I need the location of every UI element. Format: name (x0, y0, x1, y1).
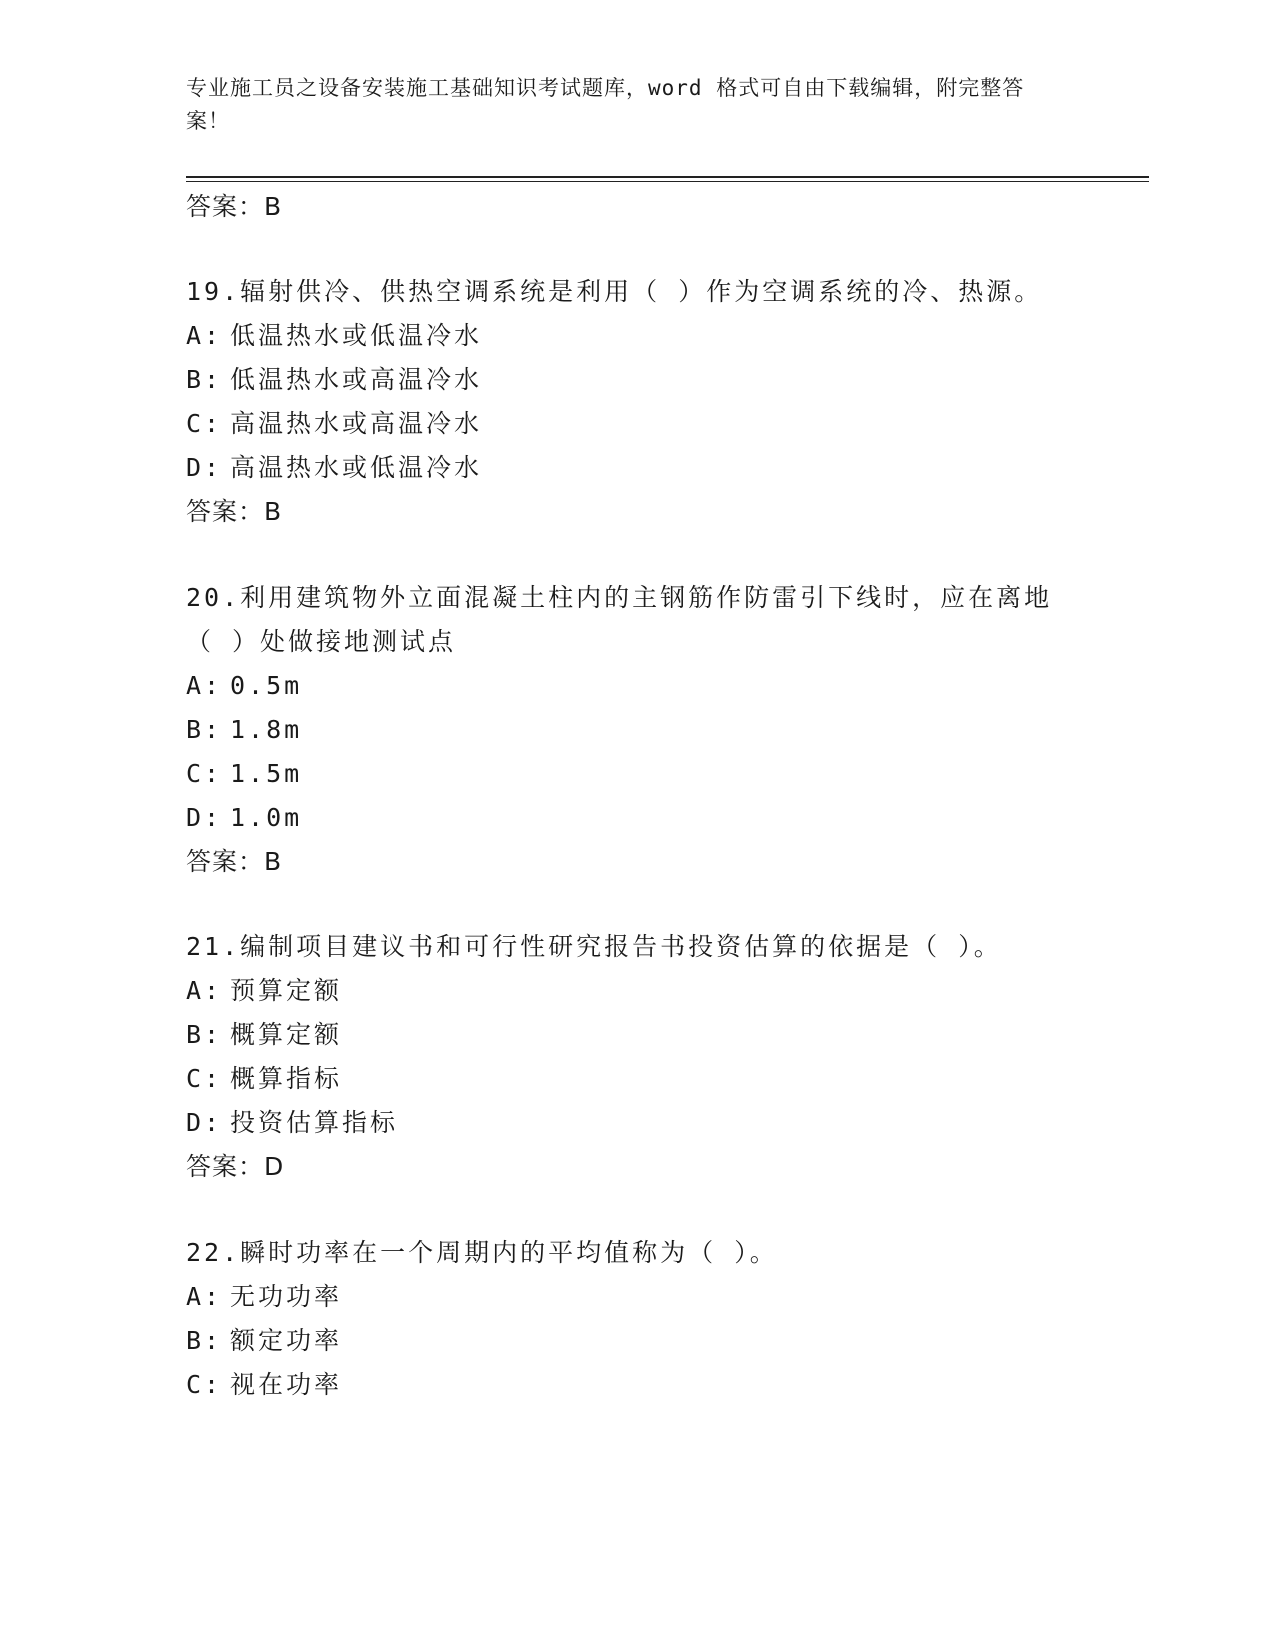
question-22-option-c (186, 1368, 342, 1402)
option-key: C: (186, 1370, 223, 1399)
question-22-option-b (186, 1324, 342, 1358)
option-text: 0.5m (230, 671, 303, 700)
option-text: 1.5m (230, 759, 303, 788)
question-20-option-c (186, 757, 302, 791)
question-22-stem: 22.瞬时功率在一个周期内的平均值称为（ ）。 (186, 1238, 778, 1267)
question-22-option-a (186, 1280, 342, 1314)
option-key: C: (186, 1064, 223, 1093)
question-20-option-a (186, 669, 302, 703)
question-20-answer: 答案：B (186, 847, 283, 876)
question-21-option-b (186, 1018, 342, 1052)
option-key: C: (186, 759, 223, 788)
question-21-stem: 21.编制项目建议书和可行性研究报告书投资估算的依据是（ ）。 (186, 932, 1002, 961)
question-19-option-d (186, 451, 482, 485)
question-19-option-a (186, 319, 482, 353)
option-key: A: (186, 976, 223, 1005)
option-text: 视在功率 (230, 1370, 343, 1399)
option-text: 1.0m (230, 803, 303, 832)
previous-answer: 答案：B (186, 192, 283, 221)
document-header: 专业施工员之设备安装施工基础知识考试题库，word 格式可自由下载编辑，附完整答案！ (186, 76, 1025, 133)
option-key: B: (186, 715, 223, 744)
option-key: B: (186, 1326, 223, 1355)
option-key: C: (186, 409, 223, 438)
option-text: 概算指标 (230, 1064, 343, 1093)
question-19-stem: 19.辐射供冷、供热空调系统是利用（ ）作为空调系统的冷、热源。 (186, 277, 1043, 306)
question-21-option-a (186, 974, 342, 1008)
question-19-answer: 答案：B (186, 497, 283, 526)
option-text: 概算定额 (230, 1020, 343, 1049)
option-key: B: (186, 1020, 223, 1049)
question-19-option-c (186, 407, 482, 441)
option-text: 1.8m (230, 715, 303, 744)
option-text: 高温热水或低温冷水 (230, 453, 483, 482)
question-21-answer: 答案：D (186, 1152, 285, 1181)
header-rule-thin (186, 181, 1149, 182)
option-key: B: (186, 365, 223, 394)
question-20-stem-line-1: 20.利用建筑物外立面混凝土柱内的主钢筋作防雷引下线时，应在离地 (186, 583, 1053, 612)
question-20-option-b (186, 713, 302, 747)
option-text: 投资估算指标 (230, 1108, 399, 1137)
option-key: D: (186, 803, 223, 832)
option-key: A: (186, 671, 223, 700)
option-text: 无功功率 (230, 1282, 343, 1311)
option-key: D: (186, 453, 223, 482)
option-text: 低温热水或高温冷水 (230, 365, 483, 394)
question-21-option-d (186, 1106, 398, 1140)
header-rule-thick (186, 176, 1149, 178)
question-20-option-d (186, 801, 302, 835)
question-19-option-b (186, 363, 482, 397)
option-text: 低温热水或低温冷水 (230, 321, 483, 350)
option-text: 额定功率 (230, 1326, 343, 1355)
option-text: 预算定额 (230, 976, 343, 1005)
option-text: 高温热水或高温冷水 (230, 409, 483, 438)
option-key: A: (186, 1282, 223, 1311)
question-21-option-c (186, 1062, 342, 1096)
option-key: D: (186, 1108, 223, 1137)
question-20-stem-line-2: （ ）处做接地测试点 (186, 627, 457, 656)
option-key: A: (186, 321, 223, 350)
